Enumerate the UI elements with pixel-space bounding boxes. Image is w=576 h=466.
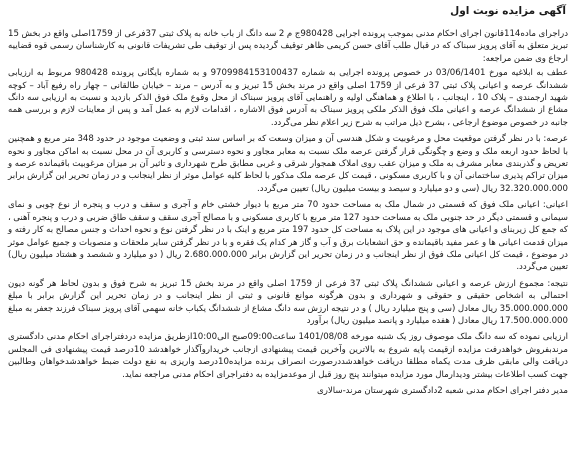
paragraph-building-valuation: اعیانی: اعیانی ملک فوق که قسمتی در شمال ملک به مساحت حدود 70 متر مربع با دیوار خشتی خام و آجری و سقف و درب و پنجره از نوع چوبی و نمای سیمانی و قسمتی دیگر در حد جنوبی ملک به مساحت حدود 127 متر مربع با کاربری مسکونی و با مصالح آجری سقف و سقف طاق ضربی و درب و پنجره آهنی ، که جمع کل زیربنای و اعیانی های موجود در این پلاک به مساحت کل حدود 197 متر مربع و اینک با در نظر گرفتن نوع و نحوه احداث و جنس مصالح به کار رفته و میزان قدمت اعیانی ها و عمر مفید باقیمانده و حق انشعابات برق و آب و گاز هر کدام یک فقره و با در نظر گرفتن سایر ملحقات و منصوبات و جمیع عوامل موثر در موضوع ، قیمت کل اعیانی ملک فوق از نظر اینجانب و در زمان تحریر این گزارش برابر 2.680.000.000 ریال ( دو میلیارد و ششصد و هشتاد میلیون ریال) تعیین می‌گردد. — [8, 200, 569, 273]
notice-title: آگهی مزایده نوبت اول — [450, 5, 566, 17]
paragraph-land-valuation: عرصه: با در نظر گرفتن موقعیت محل و مرغوبیت و شکل هندسی آن و میزان وسعت که بر اساس سند ثبتی و وضعیت موجود در حدود 348 متر مربع و همچنین با لحاظ حدود اربعه ملک و وضع و چگونگی قرار گرفتن عرصه ملک نسبت به معابر مجاور و نحوه دسترسی و کاربری آن در محل نسبت به اماکن مجاور و نحوه تعریض و گذربندی معابر مشرف به ملک و میزان عقب روی املاک همجوار شرقی و غربی مطابق طرح شهرداری و تاثیر آن بر میزان مرغوبیت باقیمانده عرصه و میزان تراکم پذیری ساختمانی آن و با کاربری مسکونی ، قیمت کل عرصه ملک مذکور با لحاظ کلیه عوامل موثر از نظر اینجانب و در زمان تحریر این گزارش برابر 32.320.000.000 ریال (سی و دو میلیارد و سیصد و بیست میلیون ریال) تعیین می‌گردد. — [8, 134, 568, 194]
paragraph-assessment-reference: عطف به ابلاغیه مورخ 03/06/1401 در خصوص پرونده اجرایی به شماره 9709984153100437 و به شماره بایگانی پرونده 980428 مربوط به ارزیابی ششدانگ عرصه و اعیانی پلاک ثبتی 37 فرعی از 1759 اصلی واقع در مرند بخش 15 تبریز و به آدرس – مرند – خیابان طالقانی – چهار راه رفیع آباد – کوچه شهید ارجمندی – پلاک 10 ، اینجانب ، با اطلاع و هماهنگی اولیه و راهنمایی آقای پرویز سبناک از محل وقوع ملک فوق الذکر بازدید و نسبت به ارزیابی سه دانگ مشاع از ششدانگ عرصه و اعیانی ملک فوق الذکر ملکی پرویز سبناک به آدرس فوق الاشاره ، اقدامات لازم به عمل آمد و پس از معاینات لازم و بررسی همه جانبه در خصوص موضوع ارجاعی ، بشرح ذیل مراتب به شرح زیر اعلام نظر می‌گردد. — [8, 68, 569, 128]
paragraph-conclusion: نتیجه: مجموع ارزش عرصه و اعیانی ششدانگ پلاک ثبتی 37 فرعی از 1759 اصلی واقع در مرند بخش 15 تبریز به شرح فوق و بدون لحاظ هر گونه دیون احتمالی به اشخاص حقیقی و حقوقی و شهرداری و بدون هرگونه موانع قانونی و ثبتی از نظر اینجانب و در زمان تحریر این گزارش برابر با مبلغ 35.000.000.000 ریال معادل (سی و پنج میلیارد ریال ) و در نتیجه ارزش سه دانگ مشاع از ششدانگ یکباب خانه سهمی آقای پرویز سبناک فرزند جعفر به مبلغ 17.500.000.000 ریال معادل ( هفده میلیارد و پانصد میلیون ریال) برآورد — [8, 278, 568, 326]
paragraph-intro: دراجرای ماده114قانون اجرای احکام مدنی بموجب پرونده اجرایی 980428ج م 2 سه دانگ از باب خانه به پلاک ثبتی 37فرعی از 1759اصلی واقع در بخش 15 تبریز متعلق به آقای پرویز سبناک که در قبال طلب آقای حسن کریمی ظاهر توقیف گردیده پس از توقیف طی تشریفات قانونی به کارشناسان رسمی قوه قضاییه ارجاع وی ضمن مراجعه: — [8, 29, 569, 64]
paragraph-auction-terms: ارزیابی نموده که سه دانگ ملک موصوف روز یک شنبه مورخه 1401/08/08 ساعت09:00صبح الی10:00ازطریق مزایده دردفتراجرای احکام مدنی دادگستری مرندبفروش خواهدرفت مزایده ازقیمت پایه شروع به بالاترین وآخرین قیمت پیشنهادی ازجانب خریداروآگذار خواهدشد 10درصد قیمت پیشنهادی فی المجلس دریافت والی مابقی ظرف مدت یکماه مطلقا دریافت خواهدشددرصورت انصراف برنده مزایده10درصد واریزی به نفع دولت ضبط خواهدشدخواهان وطالبین جهت کسب اطلاعات بیشتر ودیدارمال مورد مزایده میتوانند پنج روز قبل از موعدمزایده به دفتراجرای احکام مدنی مراجعه نماید. — [8, 332, 569, 380]
signature-line: مدیر دفتر اجرای احکام مدنی شعبه 2دادگستری شهرستان مرند-سالاری — [316, 385, 568, 396]
